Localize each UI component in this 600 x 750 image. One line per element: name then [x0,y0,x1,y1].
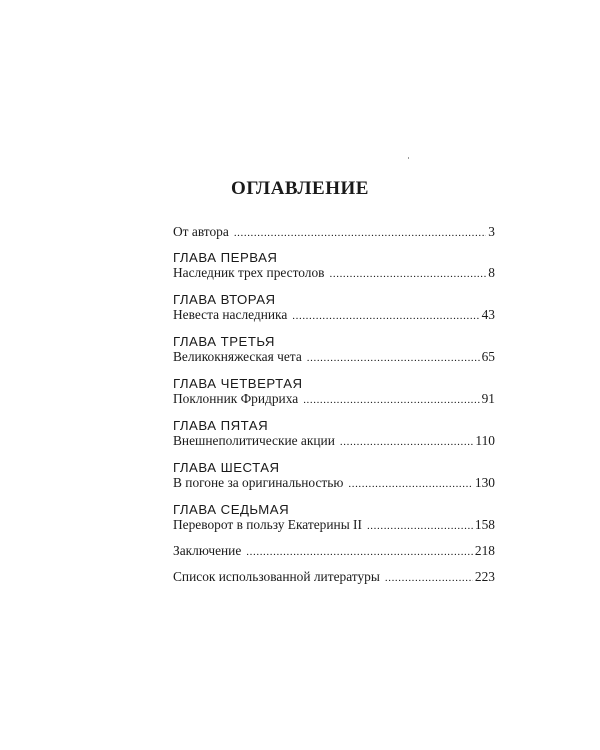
entry-title: Переворот в пользу Екатерины II [173,517,362,532]
toc-entry-bibliography[interactable] [173,569,495,584]
toc-entry-chapter-1[interactable] [173,265,495,280]
toc-chapter-3 [173,334,495,364]
entry-page-number: 43 [481,307,495,322]
page-title: ОГЛАВЛЕНИЕ [231,178,369,199]
entry-title: Великокняжеская чета [173,349,302,364]
entry-page-number: 8 [488,265,495,280]
entry-title: Невеста наследника [173,307,288,322]
toc-chapter-7 [173,502,495,532]
toc-chapter-6 [173,460,495,490]
dot-leader [367,519,473,534]
entry-title: В погоне за оригинальностью [173,475,344,490]
dot-leader [292,309,479,324]
dot-leader [385,571,473,586]
entry-page-number: 110 [475,433,495,448]
toc-chapter-1 [173,250,495,280]
toc-entry-chapter-3[interactable] [173,349,495,364]
entry-title: От автора [173,224,229,239]
entry-title: Наследник трех престолов [173,265,325,280]
entry-page-number: 65 [481,349,495,364]
entry-title: Поклонник Фридриха [173,391,299,406]
toc-chapter-5 [173,418,495,448]
print-speck [408,157,409,159]
chapter-heading: ГЛАВА ВТОРАЯ [173,292,276,307]
toc-entry-chapter-6[interactable] [173,475,495,490]
entry-title: Список использованной литературы [173,569,380,584]
chapter-heading: ГЛАВА ТРЕТЬЯ [173,334,275,349]
toc-chapter-4 [173,376,495,406]
dot-leader [246,545,473,560]
entry-page-number: 218 [474,543,495,558]
chapter-heading: ГЛАВА СЕДЬМАЯ [173,502,290,517]
chapter-heading: ГЛАВА ПЯТАЯ [173,418,269,433]
toc-entry-chapter-7[interactable] [173,517,495,532]
dot-leader [348,477,473,492]
entry-page-number: 3 [488,224,495,239]
entry-title: Заключение [173,543,242,558]
chapter-heading: ГЛАВА ШЕСТАЯ [173,460,280,475]
dot-leader [340,435,474,450]
toc-entry-chapter-2[interactable] [173,307,495,322]
chapter-heading: ГЛАВА ПЕРВАЯ [173,250,278,265]
entry-page-number: 130 [474,475,495,490]
chapter-heading: ГЛАВА ЧЕТВЕРТАЯ [173,376,303,391]
toc-entry-chapter-4[interactable] [173,391,495,406]
dot-leader [303,393,479,408]
entry-title: Внешнеполитические акции [173,433,335,448]
dot-leader [234,226,486,241]
toc-entry-chapter-5[interactable] [173,433,495,448]
toc-entry-conclusion[interactable] [173,543,495,558]
toc-chapter-2 [173,292,495,322]
table-of-contents [173,224,495,584]
entry-page-number: 223 [474,569,495,584]
entry-page-number: 158 [474,517,495,532]
toc-entry-intro[interactable] [173,224,495,239]
entry-page-number: 91 [481,391,495,406]
dot-leader [330,267,487,282]
dot-leader [307,351,480,366]
